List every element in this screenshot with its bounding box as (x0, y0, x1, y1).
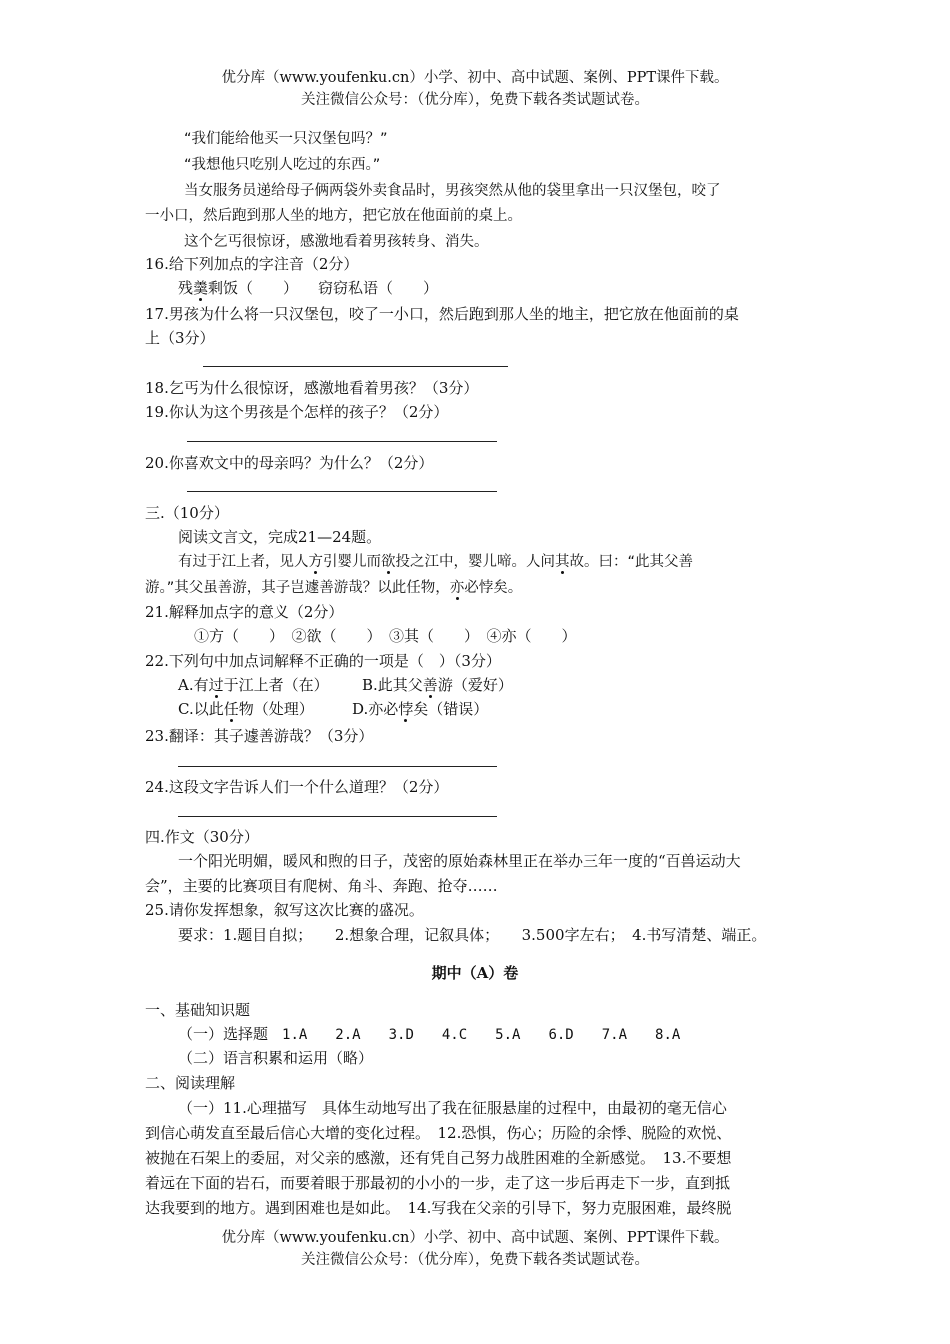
answers-reading-line-5: 达我要到的地方。遇到困难也是如此。 14.写我在父亲的引导下，努力克服困难，最终脱 (145, 1199, 732, 1217)
q24-answer-line[interactable] (178, 816, 497, 817)
q22-d-pre: D.亦必 (352, 700, 399, 718)
q16-stem: 16.给下列加点的字注音（2分） (145, 255, 359, 273)
answers-choice-row (178, 1023, 680, 1044)
answers-title: 期中（A）卷 (431, 964, 519, 982)
q19-answer-line[interactable] (187, 441, 497, 442)
q22-option-c[interactable] (178, 698, 314, 719)
section3-title: 三.（10分） (145, 504, 229, 522)
q24: 24.这段文字告诉人们一个什么道理？（2分） (145, 778, 449, 796)
header-line-2: 关注微信公众号：（优分库），免费下载各类试题试卷。 (301, 92, 649, 108)
q23: 23.翻译：其子遽善游哉？（3分） (145, 727, 374, 745)
answers-reading-line-2: 到信心萌发直至最后信心大增的变化过程。 12.恐惧，伤心；历险的余悸、脱险的欢悦、 (145, 1124, 732, 1142)
q25: 25.请你发挥想象，叙写这次比赛的盛况。 (145, 901, 424, 919)
q16-a-dotted-char: 羹 (193, 279, 209, 297)
ct1-dot-qi: 其 (555, 550, 570, 571)
answers-choice-label: （一）选择题 (178, 1025, 269, 1043)
q22-a-dot: 过 (208, 676, 224, 694)
ct1-dot-fang: 方 (309, 550, 324, 571)
section4-requirements: 要求：1.题目自拟； 2.想象合理，记叙具体； 3.500字左右； 4.书写清楚、端正。 (178, 926, 767, 944)
q22-c-post: 物（处理） (238, 700, 314, 718)
q16-item-b: 窃窃私语（ ） (318, 279, 439, 297)
passage-line-3: 当女服务员递给母子俩两袋外卖食品时，男孩突然从他的袋里拿出一只汉堡包，咬了 (184, 183, 721, 199)
section4-title: 四.作文（30分） (145, 828, 259, 846)
q22-option-d[interactable] (352, 698, 488, 719)
q21-stem: 21.解释加点字的意义（2分） (145, 603, 344, 621)
q17-line-1: 17.男孩为什么将一只汉堡包，咬了一小口，然后跑到那人坐的地主，把它放在他面前的桌 (145, 305, 739, 323)
q22-c-dot: 任 (223, 700, 239, 718)
q22-d-dot: 悖 (398, 700, 414, 718)
q22-option-a[interactable] (178, 674, 329, 695)
ct2-dot-yi: 亦 (450, 576, 465, 597)
section4-prompt-1: 一个阳光明媚，暖风和煦的日子，茂密的原始森林里正在举办三年一度的“百兽运动大 (178, 852, 741, 870)
classical-text-line-2 (145, 576, 522, 597)
q17-answer-line[interactable] (203, 366, 508, 367)
ct1-c: 投之江中，婴儿啼。人问 (395, 554, 555, 570)
answers-language-use: （二）语言积累和运用（略） (178, 1049, 374, 1067)
footer-line-2: 关注微信公众号：（优分库），免费下载各类试题试卷。 (301, 1252, 649, 1268)
q16-a-post: 剩饭（ ） (208, 279, 299, 297)
q16-a-pre: 残 (178, 279, 194, 297)
q19: 19.你认为这个男孩是个怎样的孩子？（2分） (145, 403, 449, 421)
q20: 20.你喜欢文中的母亲吗？为什么？（2分） (145, 454, 434, 472)
section3-intro: 阅读文言文，完成21—24题。 (178, 528, 382, 546)
q20-answer-line[interactable] (187, 491, 497, 492)
q22-d-post: 矣（错误） (413, 700, 489, 718)
answers-reading-line-4: 着远在下面的岩石，而要着眼于那最初的小小的一步，走了这一步后再走下一步，直到抵 (145, 1174, 731, 1192)
q22-b-post: 游（爱好） (437, 676, 513, 694)
q22-c-pre: C.以此 (178, 700, 224, 718)
passage-line-4: 一小口，然后跑到那人坐的地方，把它放在他面前的桌上。 (145, 208, 522, 224)
q22-stem: 22.下列句中加点词解释不正确的一项是（ ）（3分） (145, 652, 501, 670)
q23-answer-line[interactable] (178, 766, 497, 767)
q21-options: ①方（ ） ②欲（ ） ③其（ ） ④亦（ ） (194, 627, 577, 645)
classical-text-line-1 (178, 550, 693, 571)
passage-line-2: “我想他只吃别人吃过的东西。” (184, 157, 381, 173)
q22-a-post: 于江上者（在） (223, 676, 329, 694)
answers-choice-items: 1.A 2.A 3.D 4.C 5.A 6.D 7.A 8.A (282, 1027, 681, 1043)
ct1-b: 引婴儿而 (323, 554, 381, 570)
passage-line-5: 这个乞丐很惊讶，感激地看着男孩转身、消失。 (184, 234, 489, 250)
q22-b-dot: 善 (422, 676, 438, 694)
q18: 18.乞丐为什么很惊讶，感激地看着男孩？（3分） (145, 379, 479, 397)
q22-b-pre: B.此其父 (362, 676, 423, 694)
ct2-a: 游。”其父虽善游，其子岂遽善游哉？以此任物， (145, 580, 450, 596)
q17-line-2: 上（3分） (145, 329, 215, 347)
ct1-d: 故。曰：“此其父善 (569, 554, 694, 570)
section4-prompt-2: 会”，主要的比赛项目有爬树、角斗、奔跑、抢夺…… (145, 877, 498, 895)
footer-line-1: 优分库（www.youfenku.cn）小学、初中、高中试题、案例、PPT课件下载。 (221, 1230, 729, 1246)
answers-reading-line-1: （一）11.心理描写 具体生动地写出了我在征服悬崖的过程中，由最初的毫无信心 (178, 1099, 727, 1117)
answers-section-1: 一、基础知识题 (145, 1001, 251, 1019)
header-line-1: 优分库（www.youfenku.cn）小学、初中、高中试题、案例、PPT课件下载。 (221, 70, 729, 86)
answers-section-2: 二、阅读理解 (145, 1074, 236, 1092)
ct2-b: 必悖矣。 (464, 580, 523, 596)
ct1-dot-yu: 欲 (381, 550, 396, 571)
q22-option-b[interactable] (362, 674, 513, 695)
q22-a-pre: A.有 (178, 676, 209, 694)
q16-item-a (178, 277, 298, 298)
ct1-a: 有过于江上者，见人 (178, 554, 309, 570)
answers-reading-line-3: 被抛在石架上的委屈，对父亲的感激，还有凭自己努力战胜困难的全新感觉。 13.不要想 (145, 1149, 732, 1167)
passage-line-1: “我们能给他买一只汉堡包吗？” (184, 131, 388, 147)
